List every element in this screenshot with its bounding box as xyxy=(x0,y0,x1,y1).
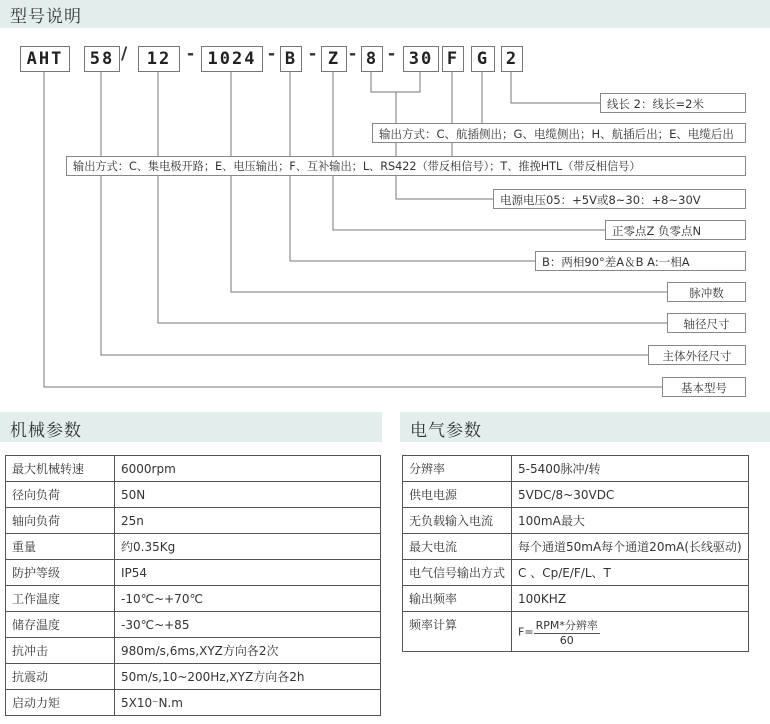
label-cable-length: 线长 2：线长=2米 xyxy=(600,93,746,113)
table-row xyxy=(403,612,749,652)
param-value: 6000rpm xyxy=(115,456,381,482)
param-key: 储存温度 xyxy=(6,612,115,638)
param-value: 25n xyxy=(115,508,381,534)
param-value: -30℃~+85 xyxy=(115,612,381,638)
electrical-section-title: 电气参数 xyxy=(410,421,482,441)
label-voltage: 电源电压05：+5V或8~30：+8~30V xyxy=(493,189,746,209)
param-key: 抗冲击 xyxy=(6,638,115,664)
param-value: 50N xyxy=(115,482,381,508)
param-key: 电气信号输出方式 xyxy=(403,560,512,586)
electrical-section-header xyxy=(400,412,770,442)
code-part-voltage-2: 30 xyxy=(403,46,439,72)
label-output-form: 输出方式：C、航插侧出；G、电缆侧出；H、航插后出；E、电缆后出 xyxy=(372,123,746,143)
param-key: 重量 xyxy=(6,534,115,560)
param-key: 径向负荷 xyxy=(6,482,115,508)
code-part-body-diameter: 58 xyxy=(84,46,120,72)
table-row xyxy=(6,508,381,534)
table-row xyxy=(6,534,381,560)
formula-prefix: F= xyxy=(518,625,534,638)
param-value: 50m/s,10~200Hz,XYZ方向各2h xyxy=(115,664,381,690)
table-row xyxy=(403,586,749,612)
electrical-params-table xyxy=(402,455,749,652)
table-row xyxy=(403,482,749,508)
label-body: 主体外径尺寸 xyxy=(648,345,746,365)
table-row xyxy=(6,690,381,716)
table-row xyxy=(403,534,749,560)
param-value: IP54 xyxy=(115,560,381,586)
label-output-type: 输出方式：C、集电极开路；E、电压输出；F、互补输出；L、RS422（带反相信号）；T、推挽HTL（带反相信号） xyxy=(66,156,746,176)
param-value: 5VDC/8~30VDC xyxy=(512,482,749,508)
param-key: 输出频率 xyxy=(403,586,512,612)
param-key: 最大机械转速 xyxy=(6,456,115,482)
table-row xyxy=(6,638,381,664)
code-part-zero: Z xyxy=(321,46,347,72)
param-value: 5-5400脉冲/转 xyxy=(512,456,749,482)
param-value: 5X10⁻N.m xyxy=(115,690,381,716)
table-row xyxy=(6,586,381,612)
code-part-shaft-diameter: 12 xyxy=(138,46,180,72)
table-row xyxy=(6,560,381,586)
table-row xyxy=(403,560,749,586)
table-row xyxy=(6,482,381,508)
code-separator: - xyxy=(268,44,276,64)
param-key: 分辨率 xyxy=(403,456,512,482)
code-part-base-model: AHT xyxy=(20,46,70,72)
code-part-voltage-1: 8 xyxy=(361,46,383,72)
code-separator: - xyxy=(388,44,396,64)
label-phase: B：两相90°差A＆B A:一相A xyxy=(535,251,746,271)
label-zero: 正零点Z 负零点N xyxy=(605,220,746,240)
mechanical-section-header xyxy=(0,412,382,442)
code-part-pulse-count: 1024 xyxy=(201,46,263,72)
formula-fraction xyxy=(534,617,600,647)
code-separator: / xyxy=(121,44,128,64)
code-part-output-form: G xyxy=(471,46,495,72)
code-part-cable-length: 2 xyxy=(501,46,523,72)
param-value: 980m/s,6ms,XYZ方向各2次 xyxy=(115,638,381,664)
code-part-output-type: F xyxy=(442,46,464,72)
formula-numerator: RPM*分辨率 xyxy=(535,618,598,632)
param-value: 100KHZ xyxy=(512,586,749,612)
label-base: 基本型号 xyxy=(662,377,746,397)
param-key: 工作温度 xyxy=(6,586,115,612)
mechanical-section-title: 机械参数 xyxy=(10,421,82,441)
label-shaft: 轴径尺寸 xyxy=(667,313,746,333)
param-key: 供电电源 xyxy=(403,482,512,508)
model-section-title: 型号说明 xyxy=(10,7,82,27)
param-key: 启动力矩 xyxy=(6,690,115,716)
param-value: 约0.35Kg xyxy=(115,534,381,560)
param-key: 无负载输入电流 xyxy=(403,508,512,534)
param-value: C 、Cp/E/F/L、T xyxy=(512,560,749,586)
table-row xyxy=(6,456,381,482)
param-key: 抗震动 xyxy=(6,664,115,690)
table-row xyxy=(6,664,381,690)
param-key: 防护等级 xyxy=(6,560,115,586)
code-separator: - xyxy=(309,44,317,64)
table-row xyxy=(403,508,749,534)
param-value: 100mA最大 xyxy=(512,508,749,534)
table-row xyxy=(403,456,749,482)
code-separator: - xyxy=(187,44,195,64)
param-value: -10℃~+70℃ xyxy=(115,586,381,612)
table-row xyxy=(6,612,381,638)
param-key: 频率计算 xyxy=(403,612,512,652)
param-key: 最大电流 xyxy=(403,534,512,560)
param-value-formula xyxy=(512,612,749,652)
mechanical-params-table xyxy=(5,455,381,716)
code-part-phase: B xyxy=(280,46,302,72)
formula-denominator: 60 xyxy=(559,633,574,647)
label-pulse: 脉冲数 xyxy=(667,282,746,302)
code-separator: - xyxy=(349,44,357,64)
param-value: 每个通道50mA每个通道20mA(长线驱动) xyxy=(512,534,749,560)
param-key: 轴向负荷 xyxy=(6,508,115,534)
